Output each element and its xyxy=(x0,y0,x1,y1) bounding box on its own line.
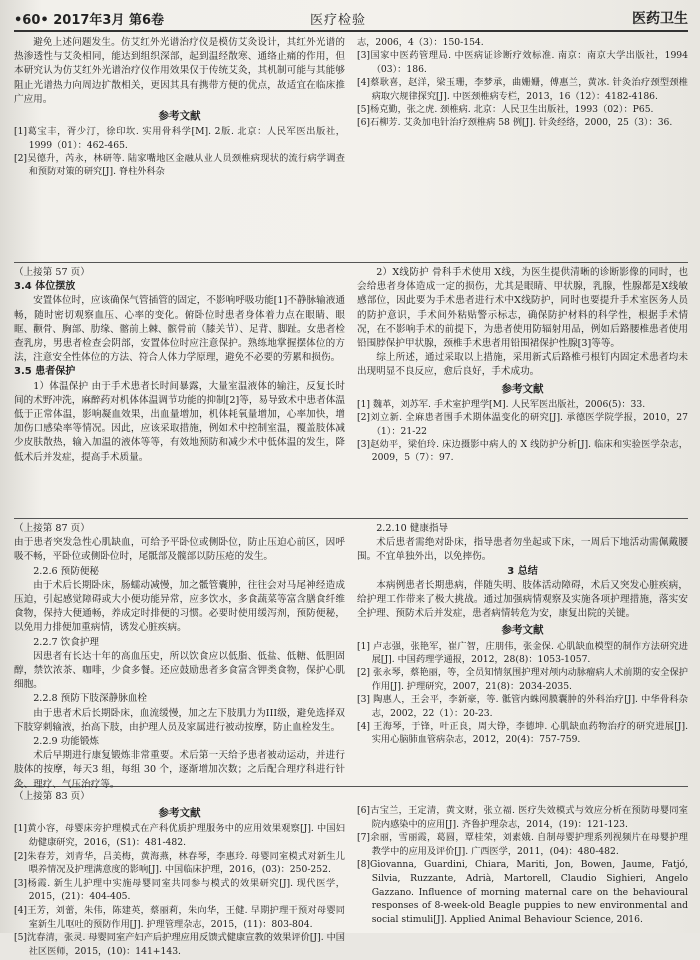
body-paragraph: 由于患者突发急性心肌缺血，可给予平卧位或侧卧位，防止压迫心前区，因呼吸不畅，平卧位或侧卧位时，尾骶部及髋部以防压疮的发生。 xyxy=(14,537,345,563)
section3-right-column xyxy=(357,522,688,782)
continued-note: （上接第 83 页） xyxy=(14,791,90,802)
body-paragraph: 安置体位时，应该确保气管插管的固定，不影响呼吸功能[1]不静脉输液通畅，随时密切观察血压、心率的变化。俯卧位时患者身体着力点在眼睛、眼眶、颧骨、胸部、肋缘、髂前上棘、髌骨前（膝关节）、足背、脚趾。女患者检查乳房，男患者检查会阴部，安置体位时应注意保护。熟练地掌握摆体位的方法，注意安全性体位的方法、符合人体力学原理，避免不必要的劳累和损伤。 xyxy=(14,295,345,364)
body-paragraph: 因患者有长达十年的高血压史，所以饮食应以低脂、低盐、低糖、低胆固醇，禁饮浓茶、咖啡，少食多餐。还应鼓励患者多食富含钾类食物，保护心肌细胞。 xyxy=(14,650,345,691)
reference-item: [2] 张永琴，蔡艳丽，等，全员知情氛围护理对颅内动脉瘤病人术前期的安全保护作用[J]. 护理研究，2007，21(8)：2034-2035. xyxy=(357,667,688,692)
sub-heading: 2.2.9 功能锻炼 xyxy=(33,736,100,748)
continued-note: （上接第 57 页） xyxy=(14,267,90,278)
article-section-3 xyxy=(14,522,688,790)
reference-item: [7]余丽，雪丽霞，葛圆，覃桂荣，刘素娥. 自制母婴护理系列视频片在母婴护理教学中的应用及评价[J]. 广西医学，2011，(04)：480-482. xyxy=(357,832,688,857)
reference-item: [4]王芳，刘蕾，朱伟，陈建英，蔡丽莉，朱向华，王健. 早期护理干预对母婴同室新生儿呕吐的预防作用[J]. 护理管理杂志，2015，(11)：803-804. xyxy=(14,904,345,930)
reference-item: [1]葛宝丰，胥少汀，徐印坎. 实用骨科学[M]. 2版. 北京：人民军医出版社，1999（01）：462-465. xyxy=(14,126,345,151)
reference-item: [4]蔡耿喜，赵洋，梁玉珊，李梦承，曲姗姗，傅惠兰，黄冰. 针灸治疗颈型颈椎病取穴规律探究[J]. 中医颈椎病专栏，2013，16（12）：4182-4186. xyxy=(357,77,688,102)
divider xyxy=(14,262,688,263)
section-name: 医药卫生 xyxy=(632,11,688,27)
body-paragraph: 由于术后长期卧床，肠蠕动减慢，加之骶管囊肿，往往会对马尾神经造成压迫，引起感觉障碍或大小便功能异常，应多饮水，多食蔬菜等富含膳食纤维食物，保持大便通畅，养成定时排便的习惯。必要时使用缓泻剂，预防便秘，以免用力排便加重病情，诱发心脏疾病。 xyxy=(14,579,345,634)
article-section-1 xyxy=(14,36,688,258)
section4-left-column xyxy=(14,790,345,960)
sub-heading: 2.2.6 预防便秘 xyxy=(33,565,100,577)
reference-item: [3] 陶惠人，王会平，李新豪，等. 骶管内蛛网膜囊肿的外科治疗[J]. 中华骨科杂志，2002，22（1）：20-23. xyxy=(357,694,688,719)
body-paragraph: 术后早期进行康复锻炼非常重要。术后第一天给予患者被动运动，并进行肢体的按摩，每天3 组，每组 30 个，逐渐增加次数；之后配合理疗科进行针灸、理疗、气压治疗等。 xyxy=(14,750,345,790)
references-title: 参考文献 xyxy=(501,624,544,637)
references-title: 参考文献 xyxy=(158,807,201,820)
reference-item: [5]沈春清，张灵. 母婴同室产妇产后护理应用反馈式健康宣教的效果评价[J]. 中国社区医师，2015，(10)：141+143. xyxy=(14,932,345,957)
body-paragraph: 由于患者术后长期卧床，血流缓慢，加之左下肢肌力为III级，避免选择双下肢穿刺输液，抬高下肢，由护理人员及家属进行被动按摩，防止血栓发生。 xyxy=(14,707,345,733)
reference-item: [1]黄小容，母婴床旁护理模式在产科优质护理服务中的应用效果观察[J]. 中国妇幼健康研究，2016，(S1)：481-482. xyxy=(14,823,345,848)
body-paragraph: 综上所述，通过采取以上措施，采用新式后路椎弓根钉内固定术患者均未出现明显不良反应，愈后良好，手术成功。 xyxy=(357,352,688,378)
reference-item: [2]朱春芳，刘青华，吕美梅，黄海燕，林春琴，李惠玲. 母婴同室模式对新生儿喂养情况及护理满意度的影响[J]. 中国临床护理，2016，(03)：250-252. xyxy=(14,850,345,876)
body-paragraph: 术后患者需绝对卧床，指导患者勿坐起或下床，一周后下地活动需佩戴腰围。不宜单独外出，以免摔伤。 xyxy=(357,537,688,563)
divider xyxy=(14,518,688,519)
reference-item: [1] 魏革，刘苏军. 手术室护理学[M]. 人民军医出版社，2006(5)：33. xyxy=(357,398,646,410)
body-paragraph: 本病例患者长期患病，伴随失明、肢体活动障碍，术后又突发心脏疾病，给护理工作带来了极大挑战。通过加强病情观察及实施各项护理措施，落实安全护理、预防术后并发症，患者病情转危为安，康复出院的关键。 xyxy=(357,579,688,620)
reference-item: [3]赵幼平，梁伯玲. 床边摄影中病人的 X 线防护分析[J]. 临床和实验医学杂志，2009，5（7）：97. xyxy=(357,439,688,464)
reference-item: [5]杨克勤，张之虎. 颈椎病. 北京：人民卫生出版社，1993（02）：P65. xyxy=(357,104,654,116)
sub-heading: 2.2.10 健康指导 xyxy=(376,523,449,534)
journal-title: 医疗检验 xyxy=(310,13,367,28)
page-header xyxy=(14,6,688,32)
sub-heading: 2.2.8 预防下肢深静脉血栓 xyxy=(33,693,147,705)
article-section-4 xyxy=(14,790,688,960)
section2-right-column xyxy=(357,266,688,514)
reference-item: [1] 卢志强，张艳军，崔广智，庄朋伟，张金保. 心肌缺血模型的制作方法研究进展[J]. 中国药理学通报，2012，28(8)：1053-1057. xyxy=(357,640,688,666)
section3-left-column xyxy=(14,522,345,790)
section-heading: 3.5 患者保护 xyxy=(14,366,76,378)
body-paragraph: 2）X线防护 骨科手术使用 X线，为医生提供清晰的诊断影像的同时，也会给患者身体造成一定的损伤，尤其是眼睛、甲状腺，乳腺，性腺都是X线敏感部位，因此要为手术患者进行术中X线防护，同时也要提升手术室医务人员的防护意识，手术间外粘贴警示标志，确保防护材料的科学性，根据手术情况，在不影响手术的前提下，为患者使用防辐射用品，例如后路腰椎患者使用铅围脖保护甲状腺，颈椎手术患者用铅围裙保护性腺[3]等等。 xyxy=(357,267,688,350)
section2-left-column xyxy=(14,266,345,514)
references-title: 参考文献 xyxy=(501,382,544,395)
reference-item: [2]刘立新. 全麻患者围手术期体温变化的研究[J]. 承德医学院学报，2010，27（1）：21-22 xyxy=(357,412,688,437)
section-heading: 3 总结 xyxy=(507,565,538,577)
section1-right-column xyxy=(357,36,688,258)
reference-item: [4] 王海琴，于锋，叶正良，周大铮，李德坤. 心肌缺血药物治疗的研究进展[J]. 实用心脑肺血管病杂志，2012，20(4)：757-759. xyxy=(357,721,688,746)
continued-note: （上接第 87 页） xyxy=(14,523,90,534)
reference-item: 志，2006，4（3）：150-154. xyxy=(357,37,484,48)
reference-item: [8]Giovanna, Guardini, Chiara, Mariti, Jon, Bowen, Jaume, Fatjó, Silvia, Ruzzante, Adrià, Martorell, Claudio Sighieri, Angelo Gazzano. Influence of morning maternal care on the behavioural responses of 8-week-old Beagle puppies to new environmental and social stimuli[J]. Applied Animal Behaviour Science, 2016. xyxy=(357,859,688,925)
reference-item: [6]石柳芳. 艾灸加电针治疗颈椎病 58 例[J]. 针灸经络，2000，25（3）：36. xyxy=(357,117,673,129)
reference-item: [3]杨霞. 新生儿护理中实施母婴同室共同参与模式的效果研究[J]. 现代医学，2015，(21)：404-405. xyxy=(14,877,345,903)
body-paragraph: 1）体温保护 由于手术患者长时间暴露，大量室温液体的输注，反复长时间的术野冲洗，麻醉药对机体体温调节功能的抑制[2]等，易导致术中患者体温低于正常体温，影响凝血效果，出血量增加，机体耗氧量增加，心率加快，增加伤口感染率等情况。因此，应该采取措施，例如术中控制室温，覆盖肢体减少皮肤散热，输入加温的液体等等，有效地预防和减少术中低体温的发生，降低术后并发症，提高手术质量。 xyxy=(14,380,345,463)
reference-item: [3]国家中医药管理局. 中医病证诊断疗效标准. 南京：南京大学出版社，1994（03）：186. xyxy=(357,50,688,75)
section4-right-column xyxy=(357,790,688,960)
section-heading: 3.4 体位摆放 xyxy=(14,281,76,293)
article-section-2 xyxy=(14,266,688,514)
body-paragraph: 避免上述问题发生。仿艾红外光谱治疗仪是模仿艾灸设计，其红外光谱的热渗透性与艾灸相同，能达到组织深部，起到温经散寒、通络止痛的作用，但本研究认为仿艾红外光谱治疗仪作用效果仅于传统艾灸，其机制可能与其能够阻止光谱热力向周边扩散相关，更因其具有携带方便的优点，故适宜在临床推广应用。 xyxy=(14,37,345,105)
section1-left-column xyxy=(14,36,345,258)
reference-item: [6]古宝兰，王定清，黄文财，张立福. 医疗失效模式与效应分析在预防母婴同室院内感染中的应用[J]. 齐鲁护理杂志，2014，(19)：121-123. xyxy=(357,805,688,830)
page-info: •60• 2017年3月 第6卷 xyxy=(14,13,165,28)
sub-heading: 2.2.7 饮食护理 xyxy=(33,636,100,648)
reference-item: [2]吴德升，芮永，林研等. 陆家嘴地区金融从业人员颈椎病现状的流行病学调查和预防对策的研究[J]. 脊柱外科杂 xyxy=(14,153,345,178)
column-spacer xyxy=(357,790,688,804)
references-title: 参考文献 xyxy=(158,110,201,123)
